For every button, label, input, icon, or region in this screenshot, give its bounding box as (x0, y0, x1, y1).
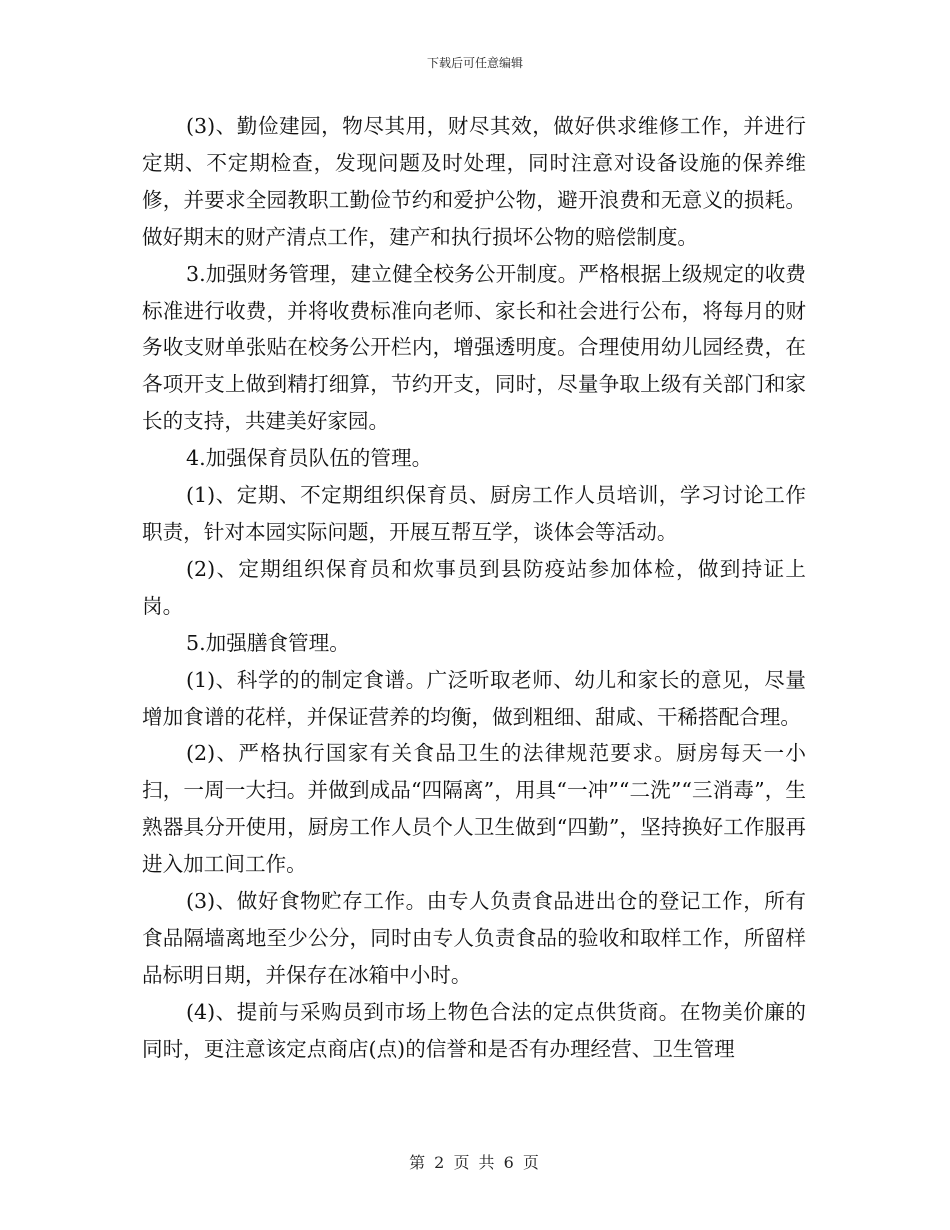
paragraph-food-hygiene: (2)、严格执行国家有关食品卫生的法律规范要求。厨房每天一小扫，一周一大扫。并做到成品“四隔离”，用具“一冲”“二洗”“三消毒”，生熟器具分开使用，厨房工作人员个人卫生做到“四勤”，坚持换好工作服再进入加工间工作。 (142, 741, 806, 877)
paragraph-menu: (1)、科学的的制定食谱。广泛听取老师、幼儿和家长的意见，尽量增加食谱的花样，并保证营养的均衡，做到粗细、甜咸、干稀搭配合理。 (142, 667, 806, 729)
paragraph-nurse-team-heading: 4.加强保育员队伍的管理。 (186, 446, 433, 471)
paragraph-food-storage: (3)、做好食物贮存工作。由专人负责食品进出仓的登记工作，所有食品隔墙离地至少公分，同时由专人负责食品的验收和取样工作，所留样品标明日期，并保存在冰箱中小时。 (142, 889, 806, 987)
paragraph-nurse-training: (1)、定期、不定期组织保育员、厨房工作人员培训，学习讨论工作职责，针对本园实际问题，开展互帮互学，谈体会等活动。 (142, 483, 806, 544)
paragraph-meal-heading: 5.加强膳食管理。 (186, 630, 350, 655)
paragraph-3-diligence: (3)、勤俭建园，物尽其用，财尽其效，做好供求维修工作，并进行定期、不定期检查，发现问题及时处理，同时注意对设备设施的保养维修，并要求全园教职工勤俭节约和爱护公物，避开浪费和无意义的损耗。做好期末的财产清点工作，建产和执行损坏公物的赔偿制度。 (142, 114, 806, 249)
paragraph-finance-management: 3.加强财务管理，建立健全校务公开制度。严格根据上级规定的收费标准进行收费，并将收费标准向老师、家长和社会进行公布，将每月的财务收支财单张贴在校务公开栏内，增强透明度。合理使用幼儿园经费，在各项开支上做到精打细算，节约开支，同时，尽量争取上级有关部门和家长的支持，共建美好家园。 (142, 261, 806, 434)
document-body (142, 108, 806, 1068)
paragraph-supplier: (4)、提前与采购员到市场上物色合法的定点供货商。在物美价廉的同时，更注意该定点商店(点)的信誉和是否有办理经营、卫生管理 (142, 999, 806, 1061)
page-header: 下载后可任意编辑 (426, 56, 523, 70)
paragraph-health-check: (2)、定期组织保育员和炊事员到县防疫站参加体检，做到持证上岗。 (142, 556, 806, 618)
page-footer: 第 2 页 共 6 页 (409, 1153, 541, 1172)
